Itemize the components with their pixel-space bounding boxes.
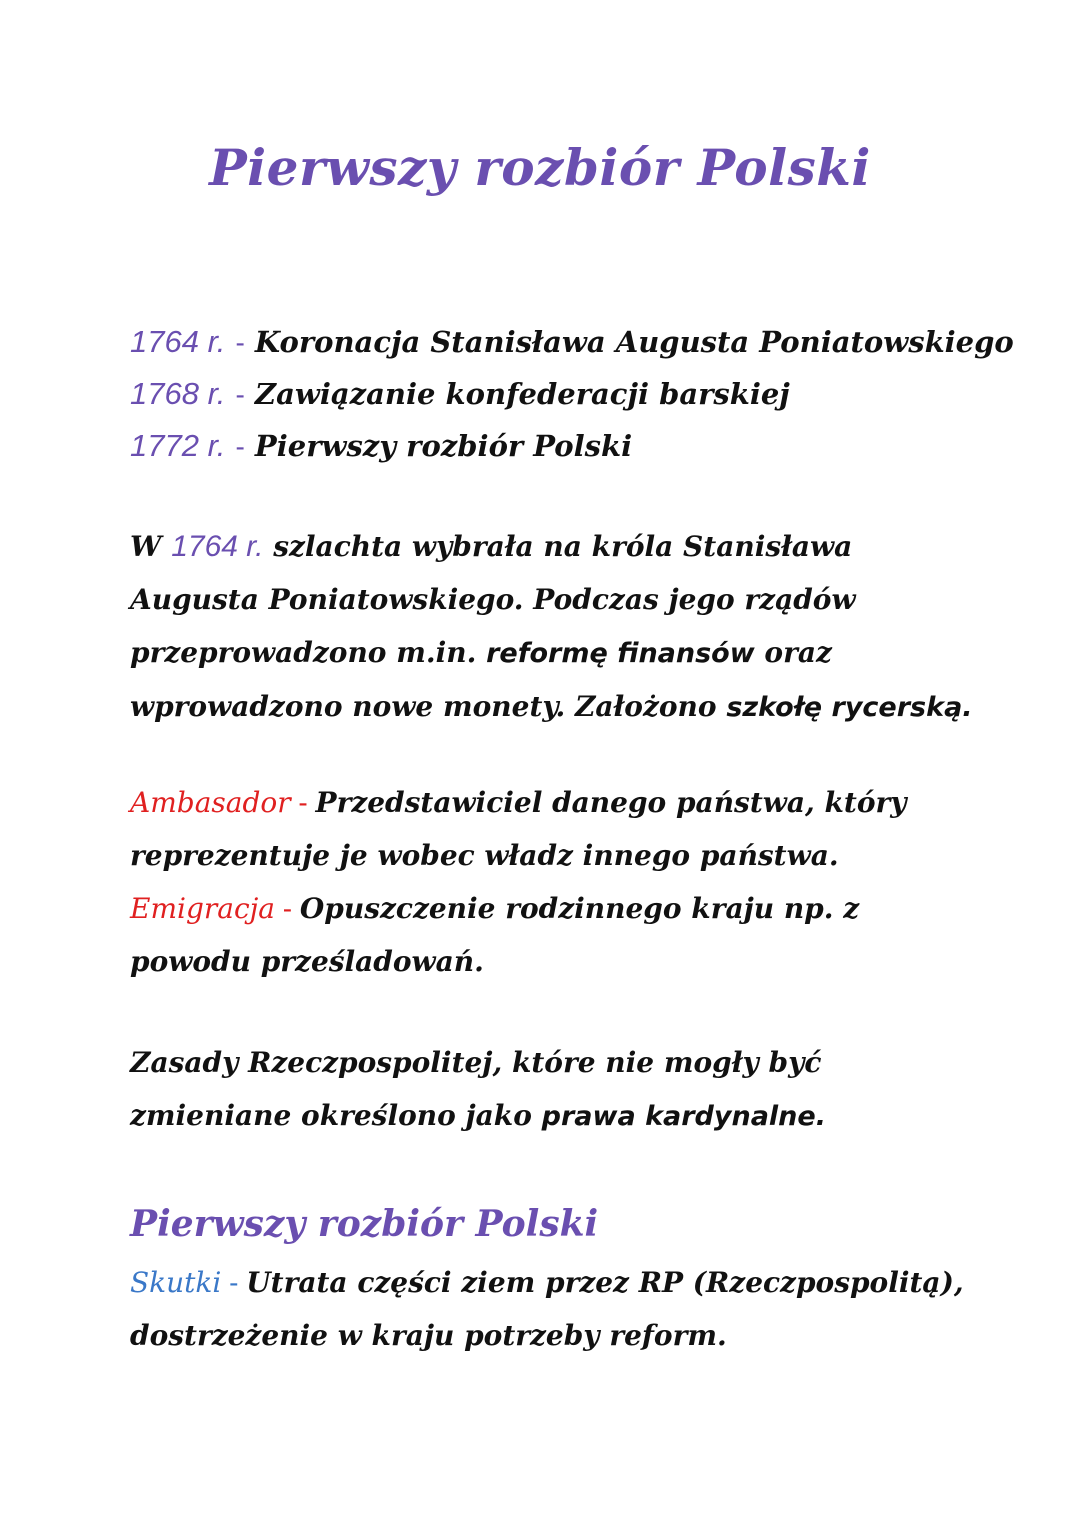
timeline-text: Koronacja Stanisława Augusta Poniatowskiego	[254, 325, 1014, 359]
paragraph-text: oraz wprowadzono nowe monety. Założono	[130, 636, 832, 723]
highlight-reform: reformę finansów	[486, 638, 755, 669]
effects-paragraph	[130, 1256, 980, 1362]
timeline-item	[130, 368, 990, 420]
definition-term: Ambasador	[130, 786, 291, 819]
definition-term: Emigracja	[130, 892, 276, 925]
section-title: Pierwszy rozbiór Polski	[130, 1203, 599, 1245]
paragraph-prefix: W	[130, 530, 172, 563]
timeline-text: Pierwszy rozbiór Polski	[254, 429, 633, 463]
highlight-school: szkołę rycerską.	[726, 692, 973, 723]
timeline-dash: -	[235, 379, 245, 410]
effects-text: Utrata części ziem przez RP (Rzeczpospolitą), dostrzeżenie w kraju potrzeby reform.	[130, 1266, 964, 1352]
definition-ambasador	[130, 776, 980, 882]
highlight-cardinal-laws: prawa kardynalne.	[541, 1101, 826, 1132]
paragraph-year: 1764 r.	[171, 530, 264, 563]
timeline-year: 1772 r.	[130, 428, 226, 463]
paragraph-text: szlachta wybrała na króla Stanisława Augusta Poniatowskiego. Podczas jego rządów przeprowadzono m.in.	[130, 530, 856, 669]
timeline-text: Zawiązanie konfederacji barskiej	[254, 377, 790, 411]
timeline-year: 1768 r.	[130, 376, 226, 411]
definition-emigracja	[130, 882, 980, 988]
definition-text: Opuszczenie rodzinnego kraju np. z powodu prześladowań.	[130, 892, 860, 978]
definition-dash: -	[290, 787, 316, 818]
page-title: Pierwszy rozbiór Polski	[209, 138, 871, 197]
timeline-dash: -	[235, 327, 245, 358]
definition-text: Przedstawiciel danego państwa, który reprezentuje je wobec władz innego państwa.	[130, 786, 907, 872]
effects-term: Skutki	[130, 1266, 222, 1299]
effects-dash: -	[221, 1267, 247, 1298]
definitions-block	[130, 776, 980, 988]
cardinal-laws-paragraph	[130, 1036, 980, 1143]
paragraph-text: Zasady Rzeczpospolitej, które nie mogły być zmieniane określono jako	[130, 1046, 822, 1132]
timeline-item	[130, 316, 1014, 368]
definition-dash: -	[275, 893, 300, 924]
timeline-item	[130, 420, 990, 472]
reign-paragraph	[130, 520, 980, 734]
timeline-list	[130, 316, 1014, 472]
timeline-year: 1764 r.	[130, 324, 226, 359]
timeline-dash: -	[235, 431, 245, 462]
